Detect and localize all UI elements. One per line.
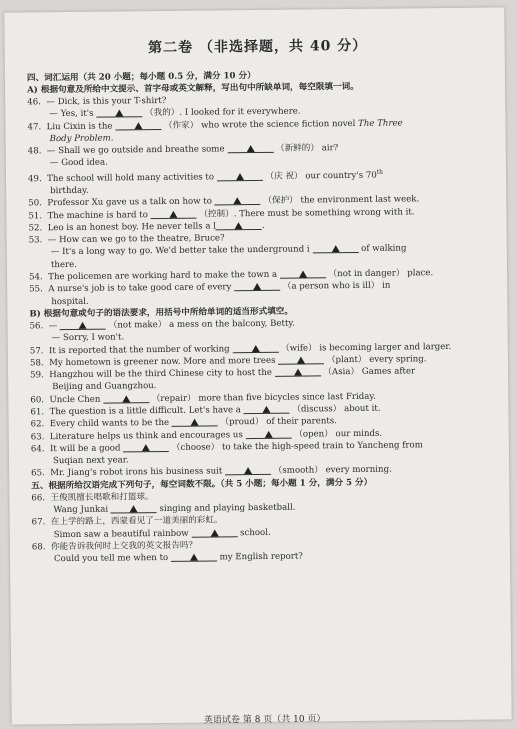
answer-blank[interactable] [245, 428, 291, 438]
triangle-icon [79, 322, 87, 329]
triangle-icon [236, 173, 244, 180]
answer-blank[interactable] [103, 393, 149, 403]
answer-blank[interactable] [244, 404, 290, 414]
answer-blank[interactable] [217, 171, 263, 181]
question-67: 67. 在上学的路上，西蒙看见了一道美丽的彩虹。 [31, 515, 223, 528]
triangle-icon [244, 468, 252, 475]
paper-section-title: 第二卷 （非选择题，共 40 分） [148, 37, 368, 57]
answer-blank[interactable] [172, 417, 218, 427]
answer-blank[interactable] [215, 195, 261, 205]
question-58: 58. My hometown is greener now. More and more trees （plant） every spring. [29, 354, 427, 369]
section5-header: 五、根据所给汉语完成下列句子，每空词数不限。（共 5 小题；每小题 1 分，满分 5 分） [31, 477, 373, 492]
answer-blank[interactable] [123, 442, 169, 452]
part-b-instructions: B) 根据句意或句子的语法要求，用括号中所给单词的适当形式填空。 [29, 306, 294, 320]
answer-blank[interactable] [225, 465, 271, 475]
part-a-instructions: A) 根据句意及所给中文提示、首字母或英文解释，写出句中所缺单词，每空限填一词。 [27, 81, 359, 96]
question-53: 53. — How can we go to the theatre, Bruce? [28, 233, 225, 246]
question-60: 60. Uncle Chen （repair） more than five bicycles since last Friday. [30, 391, 376, 406]
triangle-icon [294, 369, 302, 376]
page-footer: 英语试卷 第 8 页（共 10 页） [203, 714, 326, 726]
answer-blank[interactable] [227, 143, 273, 153]
answer-blank[interactable] [280, 268, 326, 278]
triangle-icon [297, 356, 305, 363]
answer-blank[interactable] [312, 243, 358, 253]
question-47: 47. Liu Cixin is the （作家） who wrote the science fiction novel The Three [27, 118, 403, 132]
question-61: 61. The question is a little difficult. Let's have a （discuss） about it. [30, 403, 381, 418]
triangle-icon [235, 222, 243, 229]
triangle-icon [251, 344, 259, 351]
section4-header: 四、词汇运用（共 20 小题；每小题 0.5 分，满分 10 分） [26, 71, 256, 84]
triangle-icon [191, 419, 199, 426]
answer-blank[interactable] [278, 354, 324, 364]
triangle-icon [142, 444, 150, 451]
question-63: 63. Literature helps us think and encourages us （open） our minds. [30, 428, 383, 442]
answer-blank[interactable] [232, 342, 278, 352]
triangle-icon [115, 110, 123, 117]
triangle-icon [122, 395, 130, 402]
question-65: 65. Mr. Jiang's robot irons his business suit （smooth） every morning. [31, 465, 392, 479]
triangle-icon [210, 529, 218, 536]
answer-blank[interactable] [275, 366, 321, 376]
answer-blank[interactable] [234, 281, 280, 291]
triangle-icon [263, 406, 271, 413]
question-64: 64. It will be a good （choose） to take the high-speed train to Yancheng from [30, 440, 423, 455]
question-48: 48. — Shall we go outside and breathe some （新鲜的） air? [27, 143, 339, 157]
answer-blank[interactable] [151, 208, 197, 218]
answer-blank[interactable] [191, 527, 237, 537]
answer-blank[interactable] [96, 107, 142, 117]
triangle-icon [234, 197, 242, 204]
triangle-icon [265, 430, 273, 437]
question-51: 51. The machine is hard to （控制）. There must be something wrong with it. [28, 206, 415, 221]
answer-blank[interactable] [111, 503, 157, 513]
triangle-icon [170, 210, 178, 217]
exam-page: 第二卷 （非选择题，共 40 分） 四、词汇运用（共 20 小题；每小题 0.5 分，满分 10 分） A) 根据句意及所给中文提示、首字母或英文解释，写出句中所缺单词，每空限填一词。 46. — Dick, is this your T-shirt? — Yes, it's （我的）. I looked for it everywhere. 47. Liu Cixin is the （作家） who wrote the science fiction novel The Three Body Problem. 48. — Shall we go outside and breathe some （新鲜的） air? — Good idea. 49. The school will hold many activities to （庆 祝） our country's 70th birthday. 50. Professor Xu gave us a talk on how to （保护） the environment last week. 51. The machine is hard to （控制）. There must be something wrong with it. 52. Leo is an honest boy. He never tells a l . 53. — How can we go to the theatre, Bruce? — It's a long way to go. We'd better take the underground i of walking there. 54. The policemen are working hard to make the town a （not in danger） place. 55. A nurse's job is to take good care of every （a person who is ill） in hospital. B) 根据句意或句子的语法要求，用括号中所给单词的适当形式填空。 56. — （not make） a mess on the balcony, Betty. — Sorry, I won't. 57. It is reported that the number of working （wife） is becoming larger and larger. 58. My hometown is greener now. More and more trees （plant） every spring. 59. Hangzhou will be the third Chinese city to host the （Asia） Games after Beijing and Guangzhou. 60. Uncle Chen （repair） more than five bicycles since last Friday. 61. The question is a little difficult. Let's have a （discuss） about it. 62. Every child wants to be the （proud） of their parents. 63. Literature helps us think and encourages us （open） our minds. 64. It will be a good （choose） to take the high-speed train to Yancheng from Suqian next year. 65. Mr. Jiang's robot irons his business suit （smooth） every morning. 五、根据所给汉语完成下列句子，每空词数不限。（共 5 小题；每小题 1 分，满分 5 分） 66. 王俊凯擅长唱歌和打篮球。 Wang Junkai singing and playing basketball. 67. 在上学的路上，西蒙看见了一道美丽的彩虹。 Simon saw a beautiful rainbow school. 68. 你能告诉我何时上交我的英文报告吗？ Could you tell me when to my English report? 英语试卷 第 8 页（共 10 页） [4, 7, 511, 724]
question-66: 66. 王俊凯擅长唱歌和打篮球。 [31, 491, 154, 504]
question-46: 46. — Dick, is this your T-shirt? [27, 95, 167, 108]
triangle-icon [246, 145, 254, 152]
question-55: 55. A nurse's job is to take good care of every （a person who is ill） in [29, 280, 391, 295]
question-59: 59. Hangzhou will be the third Chinese city to host the （Asia） Games after [30, 366, 416, 381]
answer-blank[interactable] [171, 552, 217, 562]
triangle-icon [190, 554, 198, 561]
question-57: 57. It is reported that the number of working （wife） is becoming larger and larger. [29, 341, 452, 356]
triangle-icon [299, 270, 307, 277]
answer-blank[interactable] [216, 220, 262, 230]
question-56: 56. — （not make） a mess on the balcony, Betty. [29, 318, 295, 332]
answer-blank[interactable] [115, 120, 161, 130]
question-49: 49. The school will hold many activities to （庆 祝） our country's 70th [27, 168, 384, 185]
question-54: 54. The policemen are working hard to make the town a （not in danger） place. [29, 268, 434, 283]
triangle-icon [331, 246, 339, 253]
triangle-icon [253, 283, 261, 290]
answer-blank[interactable] [60, 319, 106, 329]
question-62: 62. Every child wants to be the （proud） of their parents. [30, 416, 338, 430]
question-68: 68. 你能告诉我何时上交我的英文报告吗？ [31, 540, 198, 553]
question-50: 50. Professor Xu gave us a talk on how to （保护） the environment last week. [28, 194, 420, 209]
triangle-icon [130, 505, 138, 512]
question-52: 52. Leo is an honest boy. He never tells a l . [28, 220, 265, 234]
triangle-icon [134, 122, 142, 129]
